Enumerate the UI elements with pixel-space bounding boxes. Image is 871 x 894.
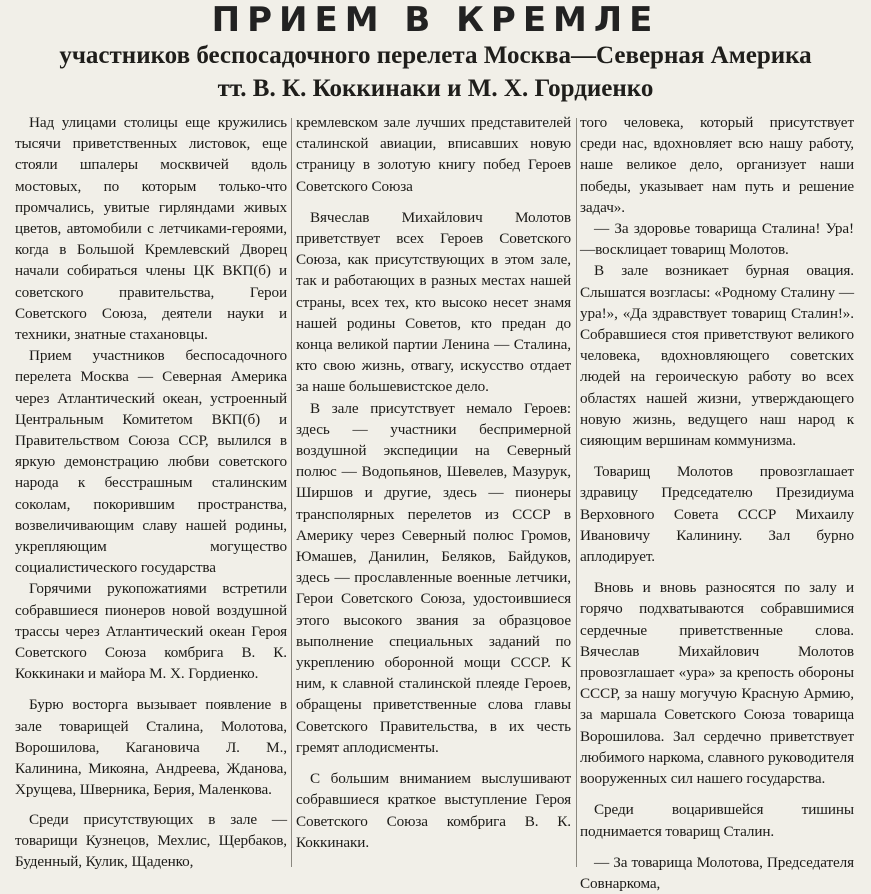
paragraph: Вячеслав Михайлович Молотов приветствует всех Героев Советского Союза, как присутствующих в этом зале, так и работающих в разных местах нашей страны, всех тех, кто высоко несет знамя нашей родины Советов, кто предан до конца великой партии Ленина — Сталина, кто свою жизнь, отвагу, искусство отдает за наше большевистское дело. — [296, 208, 571, 396]
column-3 — [580, 112, 854, 892]
paragraph: Бурю восторга вызывает появление в зале товарищей Сталина, Молотова, Ворошилова, Кагановича Л. М., Калинина, Микояна, Андреева, Жданова, Хрущева, Шверника, Берия, Маленкова. — [15, 696, 287, 799]
paragraph: — За здоровье товарища Сталина! Ура!—восклицает товарищ Молотов. — [580, 220, 854, 259]
paragraph: Над улицами столицы еще кружились тысячи приветственных листовок, еще стояли шпалеры москвичей вдоль мостовых, по которым только-что промчались, увитые гирляндами живых цветов, автомобили с летчиками-героями, когда в Большой Кремлевский Дворец начали собираться члены ЦК ВКП(б) и советского правительства, Герои Советского Союза, деятели науки и техники, знатные стахановцы. — [15, 114, 287, 344]
paragraph: С большим вниманием выслушивают собравшиеся краткое выступление Героя Советского Союза комбрига В. К. Коккинаки. — [296, 770, 571, 851]
paragraph: Прием участников беспосадочного перелета Москва — Северная Америка через Атлантический океан, устроенный Центральным Комитетом ВКП(б) и Правительством Союза ССР, вылился в яркую демонстрацию любви советского народа к бесстрашным сталинским соколам, покорившим пространства, возвеличивающим славу нашей родины, укрепляющим могущество социалистического государства — [15, 347, 287, 577]
paragraph: кремлевском зале лучших представителей сталинской авиации, вписавших новую страницу в золотую книгу побед Героев Советского Союза — [296, 114, 571, 195]
paragraph: Среди воцарившейся тишины поднимается товарищ Сталин. — [580, 801, 854, 840]
paragraph: Среди присутствующих в зале — товарищи Кузнецов, Мехлис, Щербаков, Буденный, Кулик, Щаденко, — [15, 810, 287, 870]
subheadline-line-2: тт. В. К. Коккинаки и М. Х. Гордиенко — [217, 75, 654, 102]
paragraph: В зале возникает бурная овация. Слышатся возгласы: «Родному Сталину — ура!», «Да здравствует товарищ Сталин!». Собравшиеся стоя приветствуют великого человека, вдохновляющего советских людей на героическую работу во всех областях нашей жизни, утверждающего новую жизнь, ведущего наш народ к сияющим вершинам коммунизма. — [580, 262, 854, 450]
paragraph: того человека, который присутствует среди нас, вдохновляет всю нашу работу, наше великое дело, организует наши победы, указывает нам путь и решение задач». — [580, 114, 854, 216]
paragraph: Вновь и вновь разносятся по залу и горячо подхватываются собравшимися сердечные приветственные слова. Вячеслав Михайлович Молотов провозглашает «ура» за крепость обороны СССР, за нашу могучую Красную Армию, за маршала Советского Союза товарища Ворошилова. Зал сердечно приветствует любимого наркома, славного руководителя вооруженных сил нашего государства. — [580, 579, 854, 788]
subheadline-line-1: участников беспосадочного перелета Москва—Северная Америка — [59, 42, 812, 69]
paragraph: В зале присутствует немало Героев: здесь — участники беспримерной воздушной экспедиции на Северный полюс — Водопьянов, Шевелев, Мазурук, Ширшов и другие, здесь — пионеры трансполярных перелетов из СССР в Америку через Северный полюс Громов, Юмашев, Данилин, Беляков, Байдуков, здесь — прославленные военные летчики, Герои Советского Союза, удостоившиеся этого высокого звания за образцовое выполнение специальных заданий по укреплению оборонной мощи СССР. К ним, к славной сталинской плеяде Героев, обращены приветственные слова главы Советского Правительства, в их честь гремят аплодисменты. — [296, 399, 571, 756]
headline: ПРИЕМ В КРЕМЛЕ — [211, 0, 660, 40]
paragraph: Горячими рукопожатиями встретили собравшиеся пионеров новой воздушной трассы через Атлантический океан Героя Советского Союза комбрига В. К. Коккинаки и майора М. Х. Гордиенко. — [15, 580, 287, 683]
column-1 — [15, 112, 287, 870]
article-columns — [0, 112, 871, 892]
column-2 — [296, 112, 571, 867]
paragraph: — За товарища Молотова, Председателя Совнаркома, — [580, 853, 854, 892]
paragraph: Товарищ Молотов провозглашает здравицу Председателю Президиума Верховного Совета СССР Михаилу Ивановичу Калинину. Зал бурно аплодирует. — [580, 463, 854, 566]
